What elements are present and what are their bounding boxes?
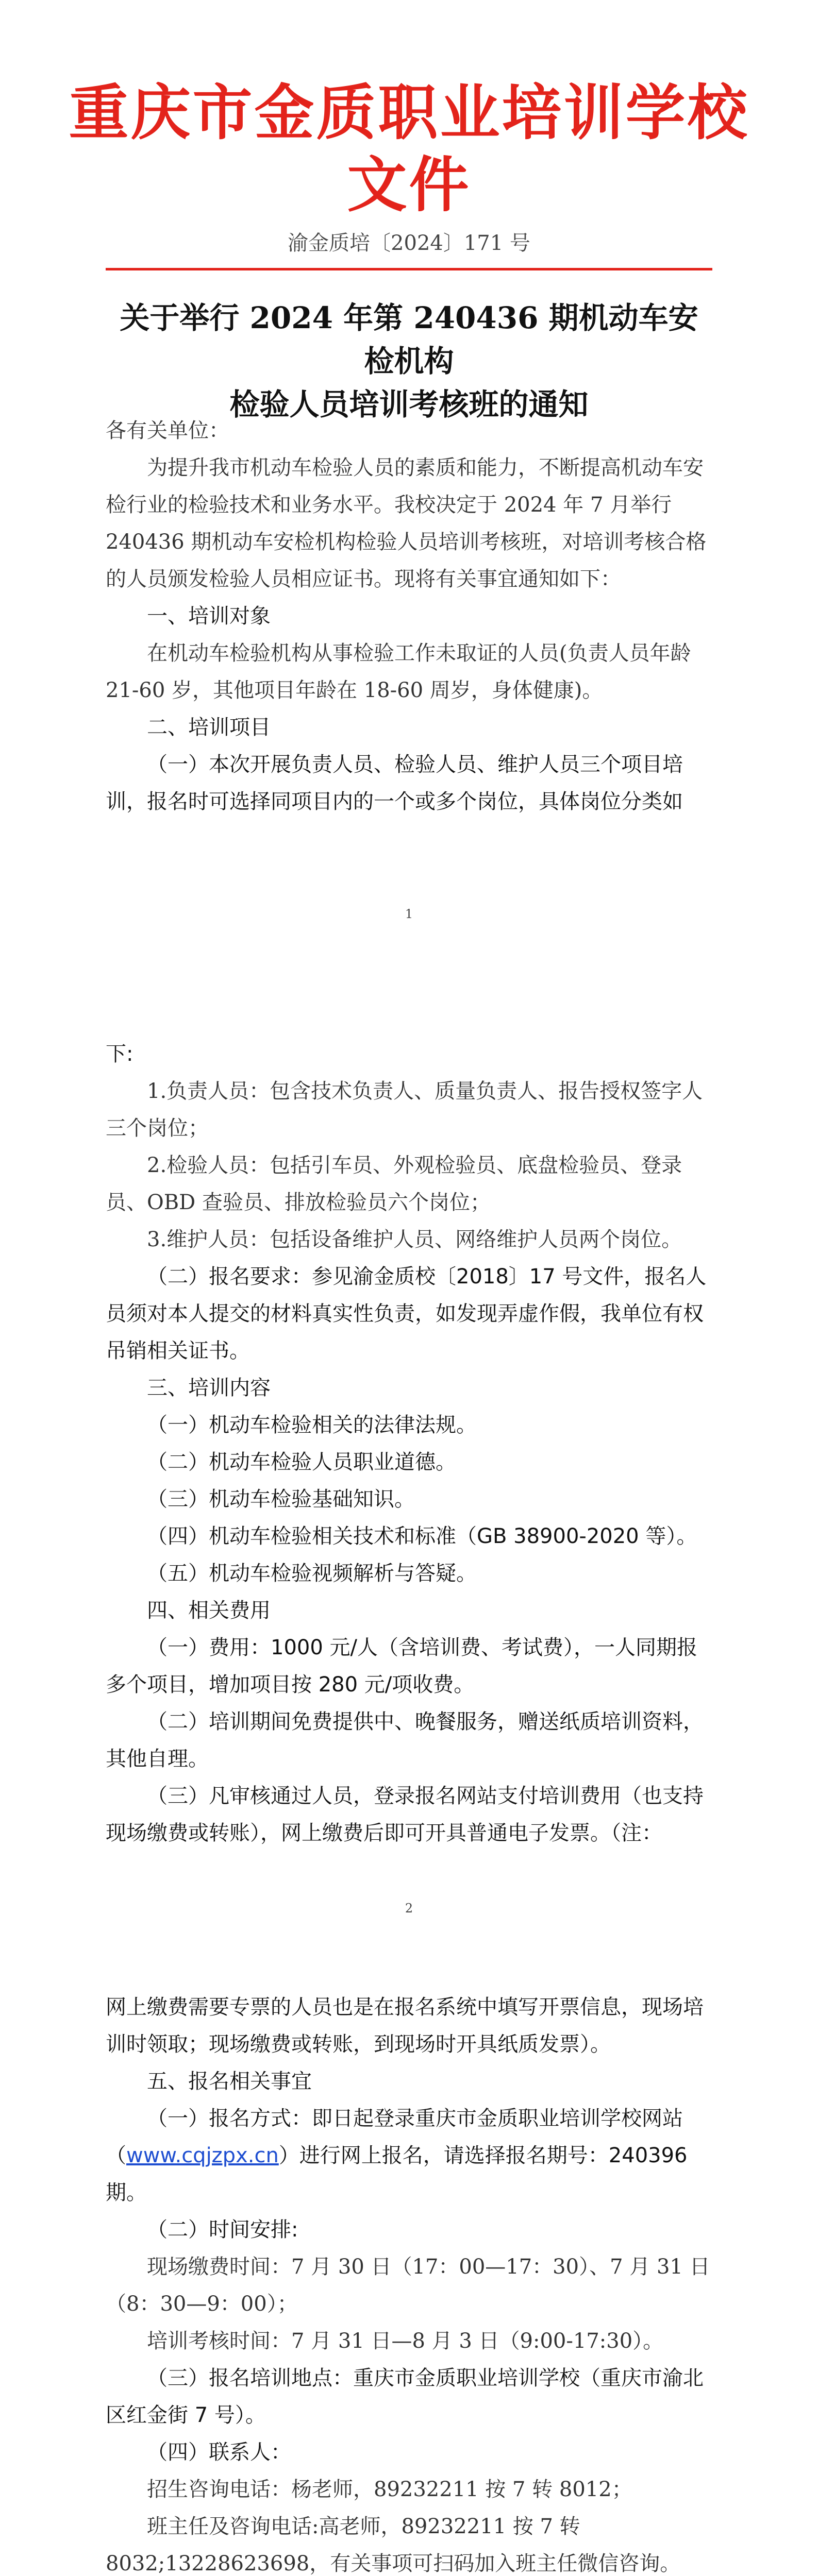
onsite-payment-time: 现场缴费时间：7 月 30 日（17：00—17：30）、7 月 31 日（8：30—9：00）； [106, 2255, 710, 2316]
section-4-item-1: （一）费用：1000 元/人（含培训费、考试费），一人同期报多个项目，增加项目按 280 元/项收费。 [106, 1636, 697, 1697]
signup-method-text: （一）报名方式：即日起登录重庆市金质职业培训学校网站（ [106, 2107, 683, 2167]
training-exam-time: 培训考核时间：7 月 31 日—8 月 3 日（9:00-17:30）。 [147, 2329, 664, 2353]
section-3-item: （三）机动车检验基础知识。 [147, 1487, 415, 1511]
section-4-heading: 四、相关费用 [147, 1599, 271, 1622]
section-5-heading: 五、报名相关事宜 [147, 2070, 312, 2093]
contact-enrollment: 招生咨询电话：杨老师，89232211 按 7 转 8012； [147, 2478, 632, 2501]
section-1-text: 在机动车检验机构从事检验工作未取证的人员(负责人员年龄 21-60 岁，其他项目年龄在 18-60 周岁，身体健康)。 [106, 641, 691, 702]
school-website-link[interactable]: www.cqjzpx.cn [126, 2144, 279, 2167]
section-3-item: （四）机动车检验相关技术和标准（GB 38900-2020 等）。 [147, 1524, 697, 1548]
section-5-item-2: （二）时间安排: [147, 2218, 298, 2242]
role-1: 1.负责人员：包含技术负责人、质量负责人、报告授权签字人三个岗位； [106, 1079, 703, 1140]
page-3 [0, 1947, 818, 2576]
page-1 [0, 0, 818, 974]
section-5-item-4: （四）联系人： [147, 2441, 291, 2464]
section-2-item-2: （二）报名要求：参见渝金质校〔2018〕17 号文件，报名人员须对本人提交的材料真实性负责，如发现弄虚作假，我单位有权吊销相关证书。 [106, 1265, 707, 1363]
intro-paragraph: 为提升我市机动车检验人员的素质和能力，不断提高机动车安检行业的检验技术和业务水平。我校决定于 2024 年 7 月举行 240436 期机动车安检机构检验人员培训考核班，对培训考核合格的人员颁发检验人员相应证书。现将有关事宜通知如下： [106, 456, 707, 591]
section-3-heading: 三、培训内容 [147, 1376, 271, 1400]
signup-period-text: ）进行网上报名，请选择报名期号：240396 期。 [106, 2144, 688, 2205]
page-number: 1 [405, 907, 413, 921]
section-2-item-1: （一）本次开展负责人员、检验人员、维护人员三个项目培训，报名时可选择同项目内的一个或多个岗位，具体岗位分类如 [106, 753, 683, 814]
section-3-item: （二）机动车检验人员职业道德。 [147, 1450, 456, 1474]
page-2 [0, 974, 818, 1947]
section-5-item-1 [106, 2100, 712, 2211]
title-line-1: 关于举行 2024 年第 240436 期机动车安检机构 [120, 300, 698, 379]
page-number: 2 [405, 1901, 413, 1916]
section-4-item-3-continued: 网上缴费需要专票的人员也是在报名系统中填写开票信息，现场培训时领取；现场缴费或转账，到现场时开具纸质发票）。 [106, 1995, 704, 2056]
document-number: 渝金质培〔2024〕171 号 [288, 231, 530, 255]
title-line-2: 检验人员培训考核班的通知 [229, 387, 589, 422]
section-3-item: （五）机动车检验视频解析与答疑。 [147, 1562, 477, 1585]
section-2-heading: 二、培训项目 [147, 716, 271, 739]
role-2: 2.检验人员：包括引车员、外观检验员、底盘检验员、登录员、OBD 查验员、排放检验员六个岗位； [106, 1154, 682, 1214]
section-5-item-3: （三）报名培训地点：重庆市金质职业培训学校（重庆市渝北区红金街 7 号）。 [106, 2366, 704, 2427]
org-masthead: 重庆市金质职业培训学校文件 [69, 78, 749, 220]
contact-class-teacher: 班主任及咨询电话:高老师，89232211 按 7 转 8032;13228623698，有关事项可扫码加入班主任微信咨询。 [106, 2515, 681, 2575]
section-3-item: （一）机动车检验相关的法律法规。 [147, 1413, 477, 1437]
salutation: 各有关单位： [106, 419, 229, 443]
red-divider [106, 268, 712, 270]
document-title [106, 296, 712, 426]
section-2-item-1-continued: 下: [106, 1042, 133, 1066]
section-4-item-3: （三）凡审核通过人员，登录报名网站支付培训费用（也支持现场缴费或转账），网上缴费后即可开具普通电子发票。（注： [106, 1784, 704, 1845]
role-3: 3.维护人员：包括设备维护人员、网络维护人员两个岗位。 [147, 1228, 682, 1251]
section-4-item-2: （二）培训期间免费提供中、晚餐服务，赠送纸质培训资料，其他自理。 [106, 1710, 704, 1771]
section-1-heading: 一、培训对象 [147, 604, 271, 628]
